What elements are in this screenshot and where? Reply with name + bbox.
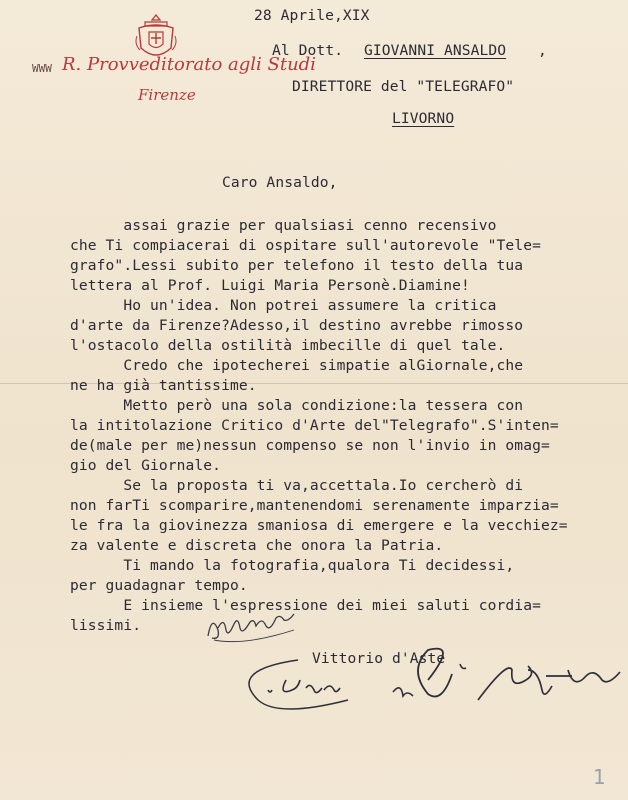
- body-line: lissimi.: [70, 617, 142, 634]
- letter-date: 28 Aprile,XIX: [254, 7, 370, 24]
- letterhead-prefix: WWW: [32, 62, 52, 75]
- body-line: de(male per me)nessun compenso se non l'invio in omag=: [70, 437, 550, 454]
- letter-body: [70, 217, 626, 637]
- recipient-prefix: Al Dott.: [272, 42, 344, 59]
- typed-signature: Vittorio d'Aste: [312, 650, 446, 667]
- body-line: Se la proposta ti va,accettala.Io cercherò di: [70, 477, 524, 494]
- letterhead-city: Firenze: [138, 86, 196, 104]
- body-line: gio del Giornale.: [70, 457, 222, 474]
- body-line: Ho un'idea. Non potrei assumere la critica: [70, 297, 497, 314]
- handwritten-signature: [228, 640, 628, 730]
- body-line: E insieme l'espressione dei miei saluti cordia=: [70, 597, 541, 614]
- body-line: assai grazie per qualsiasi cenno recensivo: [70, 217, 497, 234]
- body-line: Ti mando la fotografia,qualora Ti decidessi,: [70, 557, 515, 574]
- body-line: l'ostacolo della ostilità imbecille di quel tale.: [70, 337, 506, 354]
- recipient-comma: ,: [538, 42, 547, 59]
- body-line: non farTi scomparire,mantenendomi serenamente imparzia=: [70, 497, 559, 514]
- body-line: d'arte da Firenze?Adesso,il destino avrebbe rimosso: [70, 317, 524, 334]
- body-line: za valente e discreta che onora la Patria.: [70, 537, 444, 554]
- recipient-place: LIVORNO: [392, 110, 455, 127]
- body-line: per guadagnar tempo.: [70, 577, 248, 594]
- body-line: ne ha già tantissime.: [70, 377, 257, 394]
- letterhead-office: R. Provveditorato agli Studi: [62, 54, 316, 75]
- salutation: Caro Ansaldo,: [222, 174, 338, 191]
- body-line: che Ti compiacerai di ospitare sull'autorevole "Tele=: [70, 237, 541, 254]
- recipient-name: GIOVANNI ANSALDO: [364, 42, 507, 59]
- recipient-role: DIRETTORE del "TELEGRAFO": [292, 78, 515, 95]
- body-line: Metto però una sola condizione:la tessera con: [70, 397, 524, 414]
- body-line: Credo che ipotecherei simpatie alGiornale,che: [70, 357, 524, 374]
- page-number: 1: [593, 765, 606, 789]
- body-line: lettera al Prof. Luigi Maria Personè.Diamine!: [70, 277, 470, 294]
- body-line: grafo".Lessi subito per telefono il testo della tua: [70, 257, 524, 274]
- body-line: le fra la giovinezza smaniosa di emergere e la vecchiez=: [70, 517, 568, 534]
- body-line: la intitolazione Critico d'Arte del"Telegrafo".S'inten=: [70, 417, 559, 434]
